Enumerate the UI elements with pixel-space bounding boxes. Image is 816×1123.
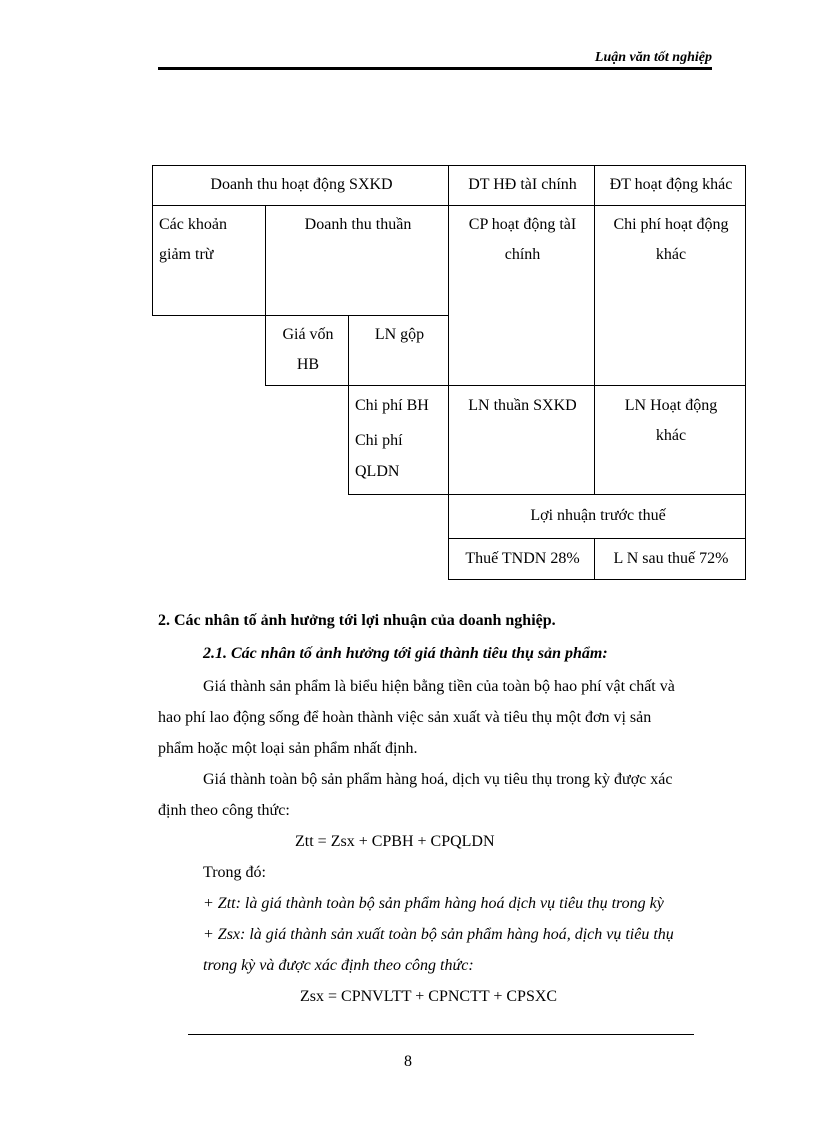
para2-line2: định theo công thức:: [158, 802, 290, 819]
label-doanh-thu-sxkd: Doanh thu hoạt động SXKD: [210, 176, 393, 193]
label-doanh-thu-thuan: Doanh thu thuần: [304, 216, 412, 233]
def-zsx-line1: + Zsx: là giá thành sản xuất toàn bộ sản phẩm hàng hoá, dịch vụ tiêu thụ: [203, 926, 674, 943]
label-chi-phi-bh: Chi phí BH: [355, 397, 429, 414]
label-cac-khoan-1: Các khoản: [159, 216, 227, 233]
box-ln-thuan-sxkd: [448, 385, 595, 495]
header-title: Luận văn tốt nghiệp: [594, 50, 712, 65]
box-doanh-thu-thuan: [265, 205, 449, 316]
box-dt-hd-tai-chinh: [448, 165, 595, 206]
label-chi-phi-hd-khac-1: Chi phí hoạt động: [613, 216, 729, 233]
box-cac-khoan-giam-tru: [152, 205, 266, 316]
label-gia-von-1: Giá vốn: [282, 326, 334, 343]
trong-do: Trong đó:: [203, 864, 266, 881]
label-dt-hd-tai-chinh: DT HĐ tàI chính: [468, 176, 577, 193]
label-ln-gop: LN gộp: [374, 326, 425, 343]
label-ln-hd-khac-2: khác: [655, 427, 687, 444]
label-ln-thuan-sxkd: LN thuần SXKD: [468, 397, 577, 414]
formula-ztt: Ztt = Zsx + CPBH + CPQLDN: [295, 833, 495, 850]
label-loi-nhuan-truoc-thue: Lợi nhuận trước thuế: [530, 507, 666, 524]
def-ztt: + Ztt: là giá thành toàn bộ sản phẩm hàng hoá dịch vụ tiêu thụ trong kỳ: [203, 895, 664, 912]
box-ln-sau-thue: [594, 538, 746, 580]
box-chi-phi-bh-qldn: [348, 385, 449, 495]
page-number: 8: [404, 1053, 412, 1070]
label-dt-hoat-dong-khac: ĐT hoạt động khác: [609, 176, 733, 193]
para2-line1: Giá thành toàn bộ sản phẩm hàng hoá, dịch vụ tiêu thụ trong kỳ được xác: [203, 771, 673, 788]
para1-line1: Giá thành sản phẩm là biểu hiện bằng tiền của toàn bộ hao phí vật chất và: [203, 678, 675, 695]
box-ln-gop: [348, 315, 449, 386]
box-chi-phi-hd-khac: [594, 205, 746, 386]
label-chi-phi-qldn-2: QLDN: [355, 463, 400, 480]
label-cp-hd-tai-chinh-2: chính: [504, 246, 541, 263]
label-gia-von-2: HB: [296, 356, 320, 373]
label-giam-tru-2: giảm trừ: [159, 246, 214, 263]
box-dt-hoat-dong-khac: [594, 165, 746, 206]
box-thue-tndn: [448, 538, 595, 580]
box-loi-nhuan-truoc-thue: [448, 494, 746, 539]
box-gia-von: [265, 315, 349, 386]
label-ln-sau-thue: L N sau thuế 72%: [613, 550, 729, 567]
para1-line3: phẩm hoặc một loại sản phẩm nhất định.: [158, 740, 418, 757]
section-heading: 2. Các nhân tố ảnh hưởng tới lợi nhuận của doanh nghiệp.: [158, 612, 556, 629]
box-doanh-thu-sxkd: [152, 165, 449, 206]
label-cp-hd-tai-chinh-1: CP hoạt động tàI: [468, 216, 577, 233]
formula-zsx: Zsx = CPNVLTT + CPNCTT + CPSXC: [300, 988, 558, 1005]
para1-line2: hao phí lao động sống để hoàn thành việc sản xuất và tiêu thụ một đơn vị sản: [158, 709, 652, 726]
box-ln-hd-khac: [594, 385, 746, 495]
label-chi-phi-qldn-1: Chi phí: [355, 432, 403, 449]
box-cp-hd-tai-chinh: [448, 205, 595, 386]
def-zsx-line2: trong kỳ và được xác định theo công thức:: [203, 957, 474, 974]
label-chi-phi-hd-khac-2: khác: [655, 246, 687, 263]
label-thue-tndn: Thuế TNDN 28%: [465, 550, 580, 567]
section-subheading: 2.1. Các nhân tố ảnh hưởng tới giá thành tiêu thụ sản phẩm:: [203, 645, 608, 662]
footer-rule: [188, 1034, 694, 1035]
label-ln-hd-khac-1: LN Hoạt động: [624, 397, 718, 414]
